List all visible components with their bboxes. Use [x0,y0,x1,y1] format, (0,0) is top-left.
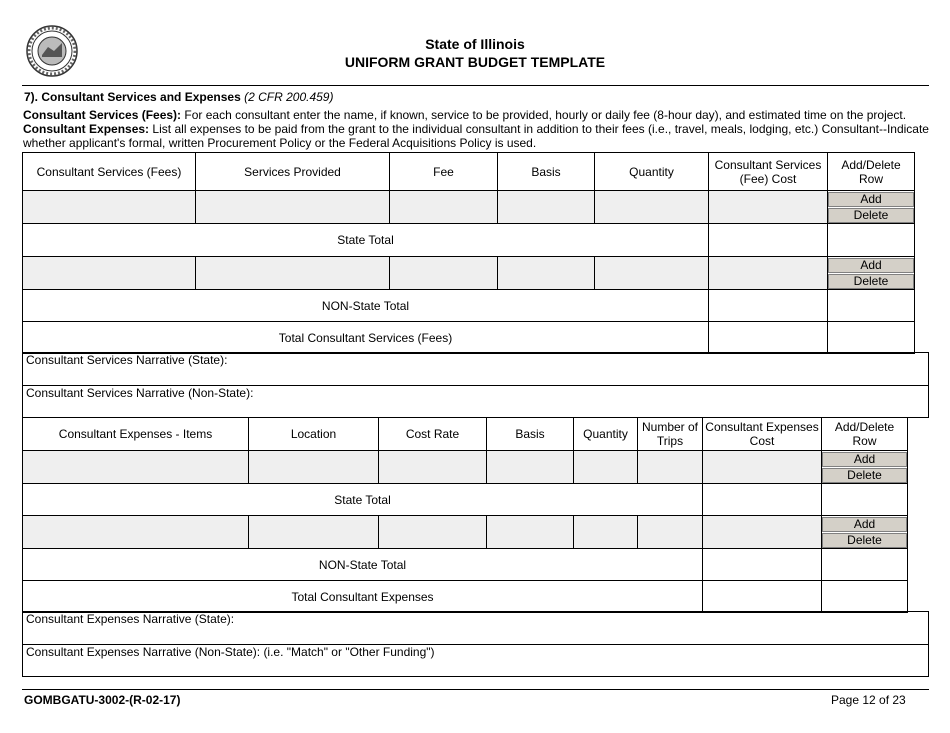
delete-row-button[interactable]: Delete [828,208,914,223]
quantity-input[interactable] [595,191,709,224]
fee-input[interactable] [390,257,498,290]
expenses-grand-total-label: Total Consultant Expenses [23,581,703,613]
state-total-value[interactable] [709,224,828,257]
form-id: GOMBGATU-3002-(R-02-17) [24,693,181,707]
column-header: Number of Trips [638,418,703,451]
non-state-total-label: NON-State Total [23,549,703,581]
state-total-row [23,484,908,516]
empty-cell [822,549,908,581]
column-header: Basis [498,153,595,191]
grand-total-row [23,322,915,354]
column-header: Consultant Services (Fee) Cost [709,153,828,191]
basis-input[interactable] [487,451,574,484]
form-state-title: State of Illinois [425,36,525,52]
column-header: Quantity [595,153,709,191]
grand-total-row [23,581,908,613]
add-row-button[interactable]: Add [828,258,914,273]
basis-input[interactable] [487,516,574,549]
section-citation: (2 CFR 200.459) [244,90,334,104]
column-header: Add/Delete Row [822,418,908,451]
page-number: Page 12 of 23 [831,693,906,707]
quantity-input[interactable] [595,257,709,290]
delete-row-button[interactable]: Delete [828,274,914,289]
fees-grand-total-value[interactable] [709,322,828,354]
state-entry-row [23,191,915,224]
delete-row-button[interactable]: Delete [822,533,907,548]
add-row-button[interactable]: Add [822,452,907,467]
non-state-entry-row [23,516,908,549]
consultant-name-input[interactable] [23,191,196,224]
column-header: Quantity [574,418,638,451]
cost-rate-input[interactable] [379,451,487,484]
add-row-button[interactable]: Add [822,517,907,532]
services-provided-input[interactable] [196,191,390,224]
non-state-entry-row [23,257,915,290]
fees-narrative-block [22,352,929,418]
column-header: Basis [487,418,574,451]
section-instructions: Consultant Services (Fees): For each consultant enter the name, if known, service to be provided, hourly or daily fee (8-hour day), and estimated time on the project. Consultant Expenses: List all expenses to be paid from the grant to the individual consultant in addition to their fees (i.e., travel, meals, lodging, etc.) Consultant--Indicate whether applicant's formal, written Procurement Policy or the Federal Acquisitions Policy is used. [23,108,929,150]
table-header-row [23,153,915,191]
fee-input[interactable] [390,191,498,224]
consultant-fees-table [22,152,915,354]
consultant-name-input[interactable] [23,257,196,290]
fees-narrative-non-state[interactable]: Consultant Services Narrative (Non-State): [23,385,928,417]
number-of-trips-input[interactable] [638,516,703,549]
column-header: Consultant Services (Fees) [23,153,196,191]
non-state-total-row [23,549,908,581]
delete-row-button[interactable]: Delete [822,468,907,483]
column-header: Consultant Expenses - Items [23,418,249,451]
non-state-total-value[interactable] [709,290,828,322]
expense-item-input[interactable] [23,516,249,549]
location-input[interactable] [249,451,379,484]
consultant-expenses-table [22,417,908,613]
section-heading: 7). Consultant Services and Expenses (2 CFR 200.459) [24,90,334,104]
state-total-row [23,224,915,257]
column-header: Add/Delete Row [828,153,915,191]
empty-cell [822,581,908,613]
quantity-input[interactable] [574,451,638,484]
column-header: Location [249,418,379,451]
footer-rule [22,689,929,690]
basis-input[interactable] [498,257,595,290]
state-total-value[interactable] [703,484,822,516]
services-provided-input[interactable] [196,257,390,290]
column-header: Services Provided [196,153,390,191]
non-state-total-row [23,290,915,322]
form-title: UNIFORM GRANT BUDGET TEMPLATE [344,54,606,70]
empty-cell [828,290,915,322]
expenses-grand-total-value[interactable] [703,581,822,613]
expenses-narrative-state[interactable]: Consultant Expenses Narrative (State): [26,612,235,626]
column-header: Cost Rate [379,418,487,451]
non-state-total-label: NON-State Total [23,290,709,322]
state-entry-row [23,451,908,484]
empty-cell [828,322,915,354]
empty-cell [822,484,908,516]
expense-item-input[interactable] [23,451,249,484]
fee-cost-input[interactable] [709,191,828,224]
column-header: Consultant Expenses Cost [703,418,822,451]
add-delete-cell [828,191,915,224]
fees-grand-total-label: Total Consultant Services (Fees) [23,322,709,354]
expense-cost-input[interactable] [703,451,822,484]
add-delete-cell [822,516,908,549]
add-delete-cell [828,257,915,290]
state-total-label: State Total [23,484,703,516]
fee-cost-input[interactable] [709,257,828,290]
number-of-trips-input[interactable] [638,451,703,484]
fees-narrative-state[interactable]: Consultant Services Narrative (State): [26,353,228,367]
cost-rate-input[interactable] [379,516,487,549]
add-delete-cell [822,451,908,484]
expense-cost-input[interactable] [703,516,822,549]
expenses-narrative-block [22,611,929,677]
quantity-input[interactable] [574,516,638,549]
basis-input[interactable] [498,191,595,224]
empty-cell [828,224,915,257]
table-header-row [23,418,908,451]
header-rule [22,85,929,86]
non-state-total-value[interactable] [703,549,822,581]
column-header: Fee [390,153,498,191]
state-total-label: State Total [23,224,709,257]
location-input[interactable] [249,516,379,549]
expenses-narrative-non-state[interactable]: Consultant Expenses Narrative (Non-State): (i.e. "Match" or "Other Funding") [23,644,928,676]
add-row-button[interactable]: Add [828,192,914,207]
